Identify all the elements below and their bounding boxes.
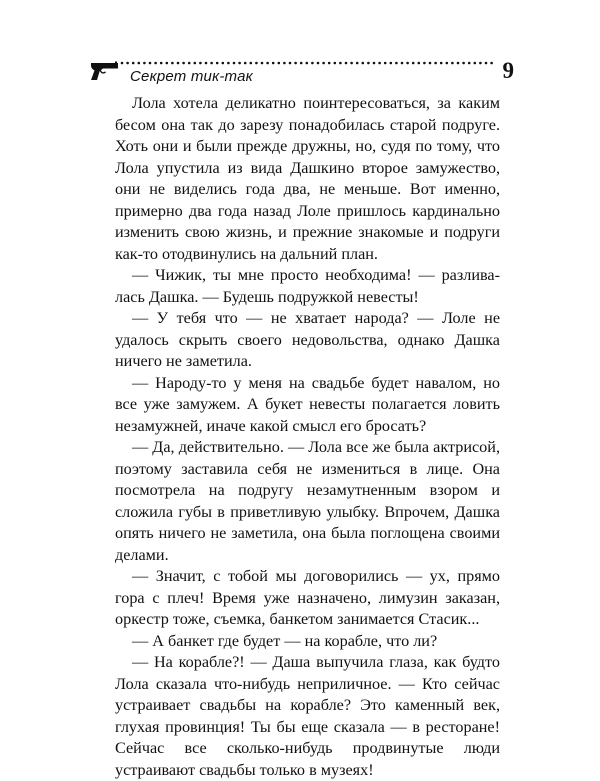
paragraph: — На корабле?! — Даша выпучила глаза, как будто Лола сказала что-нибудь неприличное. — Кто сейчас устраивает свадьбы на корабле? Это каменный век, глухая провинция! Ты бы еще сказала — в ресторане! Сейчас все сколько-нибудь продвинутые люди устраивают свадьбы только в музеях!: [115, 653, 500, 779]
running-title: Секрет тик-так: [130, 68, 253, 85]
paragraph: — А банкет где будет — на корабле, что ли?: [132, 631, 438, 650]
paragraph: — Народу-то у меня на свадьбе будет навалом, но все уже замужем. А букет невесты полагается ловить незамужней, иначе какой смысл его бросать?: [115, 373, 500, 435]
paragraph: Лола хотела деликатно поинтересоваться, за каким бесом она так до зарезу понадобилась старой подруге. Хоть они и были прежде дружны, но, судя по тому, что Лола упустила из вида Дашкино второе замужество, они не виделись года два, не меньше. Вот именно, примерно два года назад Лоле пришлось кардинально изменить свою жизнь, и прежние знакомые и подруги как-то отодвинулись на дальний план.: [115, 94, 500, 263]
page-number: 9: [502, 58, 514, 83]
paragraph: — У тебя что — не хватает народа? — Лоле не удалось скрыть своего недовольства, однако Дашка ничего не заметила.: [115, 309, 500, 370]
paragraph: — Чижик, ты мне просто необходима! — разливалась Дашка. — Будешь подружкой невесты!: [115, 266, 500, 306]
running-header: [88, 52, 520, 92]
pistol-icon: [88, 61, 120, 81]
paragraph: — Да, действительно. — Лола все же была актрисой, поэтому заставила себя не измениться в лице. Она посмотрела на подругу незамутненным взором и сложила губы в приветливую улыбку. Впрочем, Дашка опять ничего не заметила, она была поглощена своими делами.: [115, 438, 500, 564]
dotted-rule: [120, 61, 496, 65]
body-text: [115, 93, 500, 781]
paragraph: — Значит, с тобой мы договорились — ух, прямо гора с плеч! Время уже назначено, лимузин заказан, оркестр тоже, съемка, банкетом занимается Стасик...: [115, 567, 500, 628]
